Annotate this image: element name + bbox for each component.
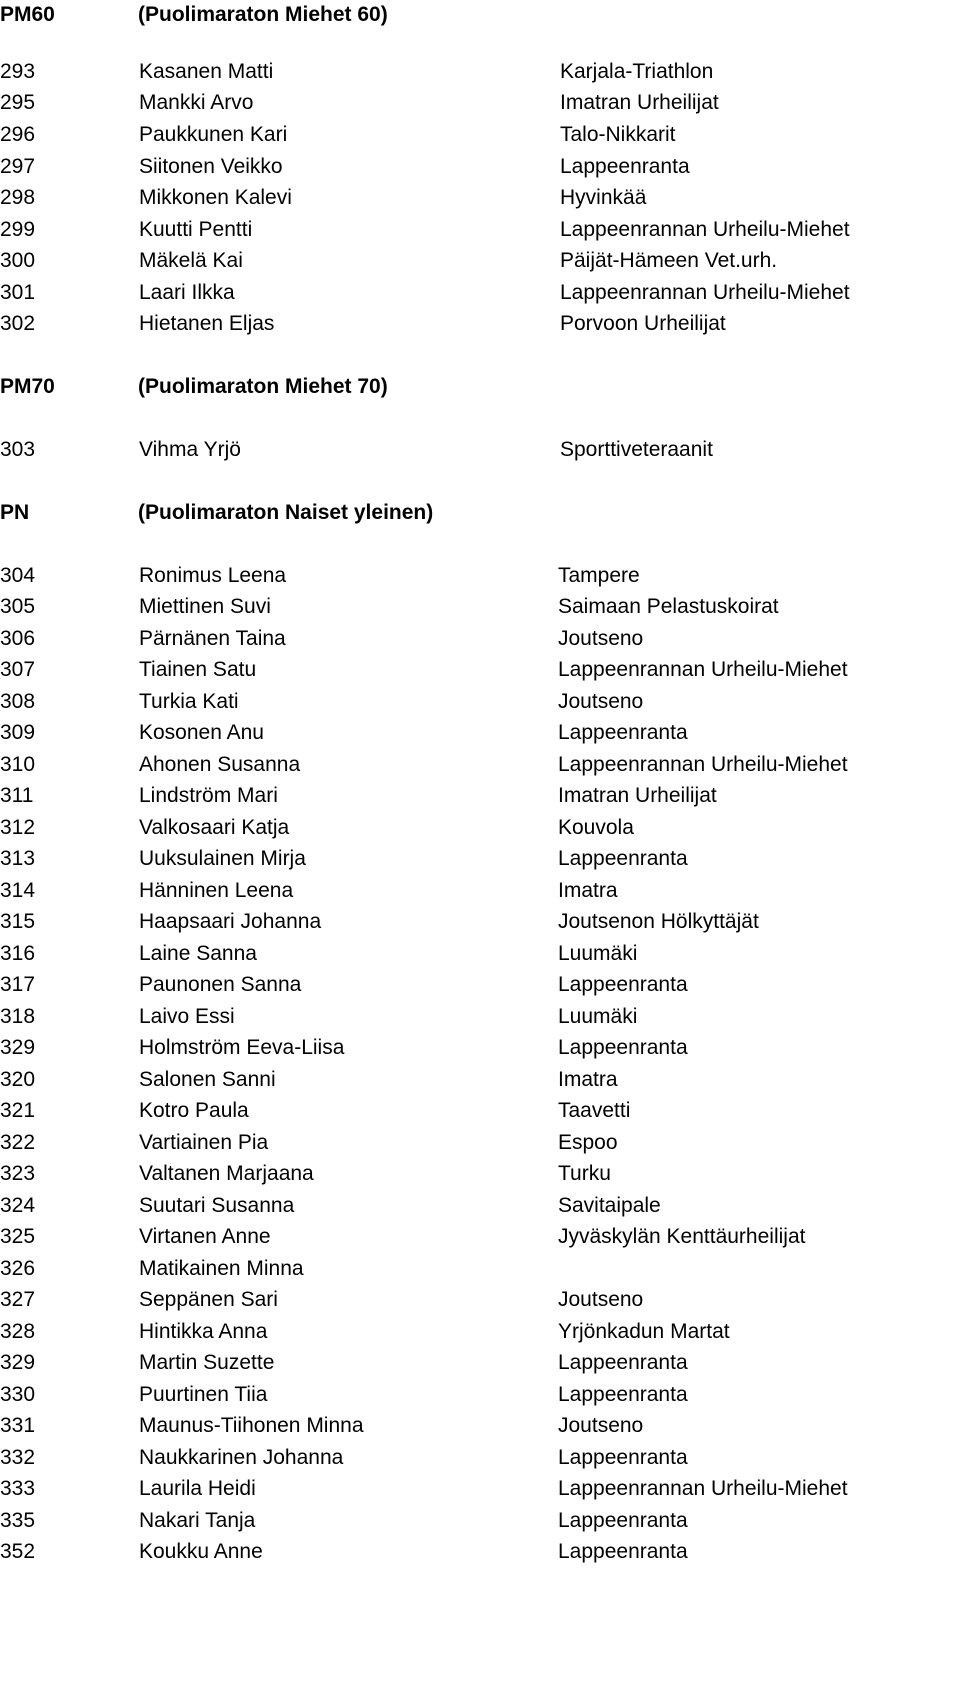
runner-name: Laivo Essi	[139, 1005, 235, 1028]
table-row	[0, 655, 960, 685]
table-row	[0, 1159, 960, 1189]
bib-number: 352	[0, 1540, 36, 1563]
table-row	[0, 1317, 960, 1347]
runner-name: Seppänen Sari	[139, 1288, 278, 1311]
runner-name: Vihma Yrjö	[139, 438, 241, 461]
runner-name: Matikainen Minna	[139, 1257, 304, 1280]
bib-number: 329	[0, 1351, 36, 1374]
table-row	[0, 1443, 960, 1473]
runner-club: Lappeenranta	[558, 1383, 688, 1406]
table-row	[0, 1002, 960, 1032]
table-row	[0, 1411, 960, 1441]
runner-club: Lappeenranta	[558, 1351, 688, 1374]
bib-number: 329	[0, 1036, 36, 1059]
table-row	[0, 152, 960, 182]
bib-number: 331	[0, 1414, 36, 1437]
runner-club: Lappeenranta	[558, 1540, 688, 1563]
bib-number: 297	[0, 155, 36, 178]
bib-number: 309	[0, 721, 36, 744]
runner-name: Kosonen Anu	[139, 721, 264, 744]
bib-number: 320	[0, 1068, 36, 1091]
table-row	[0, 246, 960, 276]
runner-club: Joutseno	[558, 1414, 644, 1437]
section-header-pm70	[0, 372, 960, 402]
runner-name: Virtanen Anne	[139, 1225, 271, 1248]
table-row	[0, 120, 960, 150]
runner-name: Kuutti Pentti	[139, 218, 253, 241]
runner-club: Lappeenranta	[558, 721, 688, 744]
table-row	[0, 970, 960, 1000]
table-row	[0, 1600, 960, 1630]
section-code: PM70	[0, 375, 55, 398]
bib-number: 324	[0, 1194, 36, 1217]
runner-club: Taavetti	[558, 1099, 631, 1122]
bib-number: 327	[0, 1288, 36, 1311]
runner-club: Lappeenrannan Urheilu-Miehet	[558, 753, 848, 776]
table-row	[0, 1033, 960, 1063]
bib-number: 315	[0, 910, 36, 933]
section-header-pn	[0, 498, 960, 528]
table-row	[0, 1474, 960, 1504]
table-row	[0, 309, 960, 339]
table-row	[0, 183, 960, 213]
table-row	[0, 844, 960, 874]
runner-club: Yrjönkadun Martat	[558, 1320, 730, 1343]
runner-name: Koukku Anne	[139, 1540, 263, 1563]
runner-club: Lappeenrannan Urheilu-Miehet	[558, 1477, 848, 1500]
runner-name: Mikkonen Kalevi	[139, 186, 292, 209]
section-title: (Puolimaraton Miehet 70)	[138, 375, 388, 398]
bib-number: 328	[0, 1320, 36, 1343]
bib-number: 325	[0, 1225, 36, 1248]
runner-name: Laurila Heidi	[139, 1477, 256, 1500]
bib-number: 300	[0, 249, 36, 272]
runner-club: Porvoon Urheilijat	[560, 312, 726, 335]
runner-name: Laari Ilkka	[139, 281, 235, 304]
section-title: (Puolimaraton Naiset yleinen)	[138, 501, 434, 524]
table-row	[0, 57, 960, 87]
runner-club: Joutsenon Hölkyttäjät	[558, 910, 759, 933]
bib-number: 316	[0, 942, 36, 965]
runner-name: Hintikka Anna	[139, 1320, 268, 1343]
bib-number: 317	[0, 973, 36, 996]
runner-name: Martin Suzette	[139, 1351, 275, 1374]
table-row	[0, 1222, 960, 1252]
runner-club: Kouvola	[558, 816, 634, 839]
bib-number: 326	[0, 1257, 36, 1280]
table-row	[0, 718, 960, 748]
bib-number: 293	[0, 60, 36, 83]
runner-club: Luumäki	[558, 942, 638, 965]
table-row	[0, 750, 960, 780]
runner-name: Vartiainen Pia	[139, 1131, 269, 1154]
table-row	[0, 1191, 960, 1221]
runner-club: Lappeenrannan Urheilu-Miehet	[560, 218, 850, 241]
bib-number: 335	[0, 1509, 36, 1532]
table-row	[0, 88, 960, 118]
section-code: PM60	[0, 3, 55, 26]
bib-number: 311	[0, 784, 34, 807]
table-row	[0, 435, 960, 465]
runner-club: Lappeenranta	[560, 155, 690, 178]
runner-club: Sporttiveteraanit	[560, 438, 713, 461]
table-row	[0, 1065, 960, 1095]
runner-name: Suutari Susanna	[139, 1194, 295, 1217]
runner-name: Salonen Sanni	[139, 1068, 276, 1091]
runner-club: Lappeenranta	[558, 1036, 688, 1059]
runner-club: Hyvinkää	[560, 186, 647, 209]
table-row	[0, 687, 960, 717]
table-row	[0, 1569, 960, 1599]
table-row	[0, 561, 960, 591]
table-row	[0, 1348, 960, 1378]
runner-name: Naukkarinen Johanna	[139, 1446, 344, 1469]
runner-name: Nakari Tanja	[139, 1509, 256, 1532]
runner-name: Kasanen Matti	[139, 60, 274, 83]
runner-name: Pärnänen Taina	[139, 627, 286, 650]
runner-club: Karjala-Triathlon	[560, 60, 714, 83]
runner-club: Lappeenranta	[558, 1446, 688, 1469]
runner-name: Ahonen Susanna	[139, 753, 301, 776]
bib-number: 296	[0, 123, 36, 146]
runner-name: Holmström Eeva-Liisa	[139, 1036, 345, 1059]
bib-number: 308	[0, 690, 36, 713]
bib-number: 302	[0, 312, 36, 335]
section-code: PN	[0, 501, 30, 524]
runner-club: Savitaipale	[558, 1194, 661, 1217]
bib-number: 310	[0, 753, 36, 776]
runner-club: Joutseno	[558, 1288, 644, 1311]
table-row	[0, 813, 960, 843]
runner-name: Mankki Arvo	[139, 91, 254, 114]
bib-number: 299	[0, 218, 36, 241]
runner-club: Joutseno	[558, 690, 644, 713]
bib-number: 295	[0, 91, 36, 114]
runner-name: Lindström Mari	[139, 784, 278, 807]
runner-name: Hietanen Eljas	[139, 312, 275, 335]
runner-name: Laine Sanna	[139, 942, 257, 965]
runner-name: Maunus-Tiihonen Minna	[139, 1414, 364, 1437]
bib-number: 305	[0, 595, 36, 618]
runner-club: Päijät-Hämeen Vet.urh.	[560, 249, 778, 272]
table-row	[0, 1128, 960, 1158]
runner-club: Tampere	[558, 564, 640, 587]
bib-number: 314	[0, 879, 36, 902]
bib-number: 304	[0, 564, 36, 587]
runner-name: Puurtinen Tiia	[139, 1383, 268, 1406]
runner-club: Lappeenranta	[558, 847, 688, 870]
bib-number: 330	[0, 1383, 36, 1406]
runner-club: Luumäki	[558, 1005, 638, 1028]
runner-club: Espoo	[558, 1131, 618, 1154]
bib-number: 333	[0, 1477, 36, 1500]
table-row	[0, 1096, 960, 1126]
runner-name: Tiainen Satu	[139, 658, 257, 681]
runner-name: Ronimus Leena	[139, 564, 287, 587]
table-row	[0, 1632, 960, 1662]
bib-number: 298	[0, 186, 36, 209]
table-row	[0, 781, 960, 811]
runner-name: Hänninen Leena	[139, 879, 294, 902]
table-row	[0, 215, 960, 245]
runner-club: Jyväskylän Kenttäurheilijat	[558, 1225, 806, 1248]
bib-number: 312	[0, 816, 36, 839]
runner-club: Imatra	[558, 1068, 618, 1091]
table-row	[0, 624, 960, 654]
table-row	[0, 876, 960, 906]
runner-name: Valkosaari Katja	[139, 816, 290, 839]
bib-number: 303	[0, 438, 36, 461]
bib-number: 306	[0, 627, 36, 650]
runner-name: Uuksulainen Mirja	[139, 847, 306, 870]
bib-number: 307	[0, 658, 36, 681]
runner-name: Paukkunen Kari	[139, 123, 288, 146]
bib-number: 321	[0, 1099, 36, 1122]
runner-club: Imatra	[558, 879, 618, 902]
runner-club: Imatran Urheilijat	[560, 91, 719, 114]
table-row	[0, 592, 960, 622]
runner-club: Turku	[558, 1162, 611, 1185]
runner-name: Turkia Kati	[139, 690, 239, 713]
table-row	[0, 939, 960, 969]
runner-club: Lappeenrannan Urheilu-Miehet	[558, 658, 848, 681]
runner-name: Siitonen Veikko	[139, 155, 283, 178]
table-row	[0, 1285, 960, 1315]
section-header-pm60	[0, 0, 960, 30]
runner-name: Valtanen Marjaana	[139, 1162, 314, 1185]
bib-number: 323	[0, 1162, 36, 1185]
runner-name: Kotro Paula	[139, 1099, 249, 1122]
runner-name: Paunonen Sanna	[139, 973, 302, 996]
runner-club: Imatran Urheilijat	[558, 784, 717, 807]
table-row	[0, 278, 960, 308]
section-title: (Puolimaraton Miehet 60)	[138, 3, 388, 26]
table-row	[0, 1380, 960, 1410]
table-row	[0, 907, 960, 937]
runner-club: Lappeenrannan Urheilu-Miehet	[560, 281, 850, 304]
runner-name: Haapsaari Johanna	[139, 910, 322, 933]
table-row	[0, 1254, 960, 1284]
bib-number: 318	[0, 1005, 36, 1028]
runner-club: Lappeenranta	[558, 1509, 688, 1532]
bib-number: 332	[0, 1446, 36, 1469]
runner-club: Talo-Nikkarit	[560, 123, 676, 146]
runner-club: Lappeenranta	[558, 973, 688, 996]
bib-number: 322	[0, 1131, 36, 1154]
bib-number: 301	[0, 281, 36, 304]
bib-number: 313	[0, 847, 36, 870]
runner-name: Miettinen Suvi	[139, 595, 271, 618]
table-row	[0, 1537, 960, 1567]
runner-club: Saimaan Pelastuskoirat	[558, 595, 779, 618]
table-row	[0, 1506, 960, 1536]
runner-name: Mäkelä Kai	[139, 249, 243, 272]
runner-club: Joutseno	[558, 627, 644, 650]
